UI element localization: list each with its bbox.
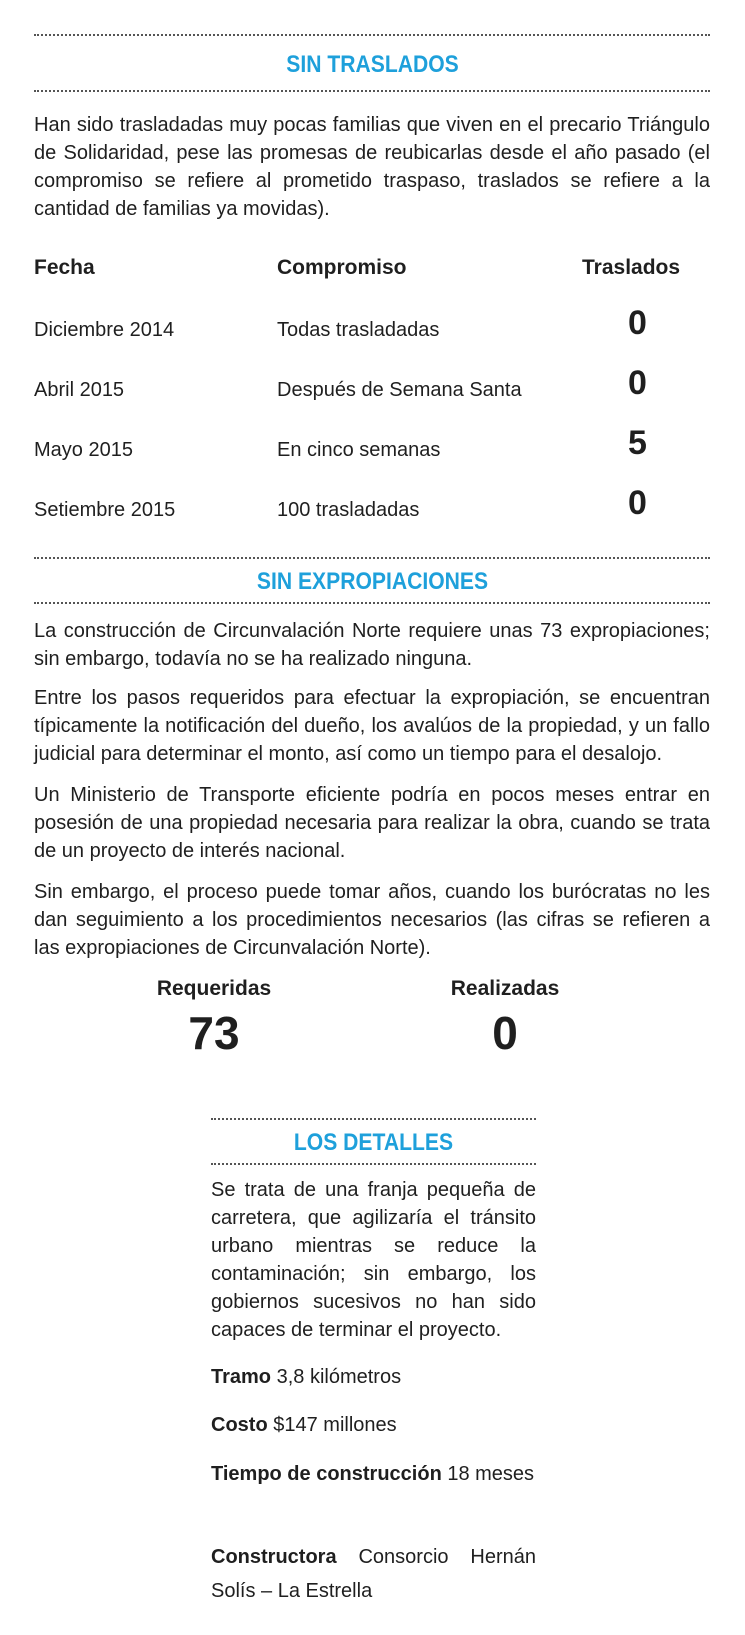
stat-label-realizadas: Realizadas: [450, 977, 560, 1000]
divider: [34, 557, 710, 559]
divider: [34, 602, 710, 604]
stat-value-realizadas: 0: [492, 1007, 518, 1059]
expropiaciones-paragraph: La construcción de Circunvalación Norte requiere unas 73 expropiaciones; sin embargo, todavía no se ha realizado ninguna.: [34, 620, 710, 670]
divider: [34, 90, 710, 92]
detail-label: Costo: [211, 1414, 268, 1436]
divider-top: [34, 34, 710, 36]
detail-tiempo: [211, 1457, 536, 1491]
expropiaciones-paragraph: Sin embargo, el proceso puede tomar años, cuando los burócratas no les dan seguimiento a los procedimientos necesarios (las cifras se refieren a las expropiaciones de Circunvalación Norte).: [34, 881, 710, 959]
expropiaciones-paragraph: Un Ministerio de Transporte eficiente podría en pocos meses entrar en posesión de una propiedad necesaria para realizar la obra, cuando se trata de un proyecto de interés nacional.: [34, 784, 710, 862]
stat-value-requeridas: 73: [188, 1007, 240, 1059]
traslados-intro: Han sido trasladadas muy pocas familias que viven en el precario Triángulo de Solidaridad, pese las promesas de reubicarlas desde el año pasado (el compromiso se refiere al prometido traspaso, traslados se refiere a la cantidad de familias ya movidas).: [34, 114, 710, 220]
detail-costo: [211, 1408, 536, 1442]
table-row-fecha: Mayo 2015: [34, 439, 133, 461]
detail-label: Constructora: [211, 1546, 337, 1568]
header-compromiso: Compromiso: [277, 256, 407, 279]
header-traslados: Traslados: [582, 256, 681, 279]
detail-constructora: [211, 1540, 536, 1608]
detail-label: Tramo: [211, 1366, 272, 1388]
divider: [211, 1163, 536, 1165]
table-row-fecha: Diciembre 2014: [34, 319, 175, 341]
table-row-compromiso: Todas trasladadas: [277, 319, 440, 341]
stat-label-requeridas: Requeridas: [156, 977, 272, 1000]
table-row-compromiso: En cinco semanas: [277, 439, 441, 461]
detail-value: Consorcio Hernán Solís – La Estrella: [211, 1546, 536, 1602]
table-row-traslados: 0: [628, 364, 647, 402]
divider: [211, 1118, 536, 1120]
section-title-traslados: SIN TRASLADOS: [286, 51, 459, 78]
header-fecha: Fecha: [34, 256, 95, 279]
detail-value: 18 meses: [447, 1463, 535, 1485]
table-row-compromiso: 100 trasladadas: [277, 499, 420, 521]
table-row-traslados: 0: [628, 484, 647, 522]
detail-label: Tiempo de construcción: [211, 1463, 442, 1485]
detail-value: $147 millones: [273, 1414, 397, 1436]
detail-tramo: [211, 1360, 536, 1394]
detail-value: 3,8 kilómetros: [276, 1366, 402, 1388]
expropiaciones-paragraph: Entre los pasos requeridos para efectuar la expropiación, se encuentran típicamente la notificación del dueño, los avalúos de la propiedad, y un fallo judicial para determinar el monto, así como un tiempo para el desalojo.: [34, 687, 710, 765]
detalles-intro: Se trata de una franja pequeña de carretera, que agilizaría el tránsito urbano mientras se reduce la contaminación; sin embargo, los gobiernos sucesivos no han sido capaces de terminar el proyecto.: [211, 1179, 536, 1341]
section-title-detalles: LOS DETALLES: [293, 1129, 454, 1156]
section-title-expropiaciones: SIN EXPROPIACIONES: [256, 568, 489, 595]
table-row-compromiso: Después de Semana Santa: [277, 379, 522, 401]
table-row-traslados: 5: [628, 424, 647, 462]
table-row-traslados: 0: [628, 304, 647, 342]
table-row-fecha: Abril 2015: [34, 379, 125, 401]
table-row-fecha: Setiembre 2015: [34, 499, 176, 521]
